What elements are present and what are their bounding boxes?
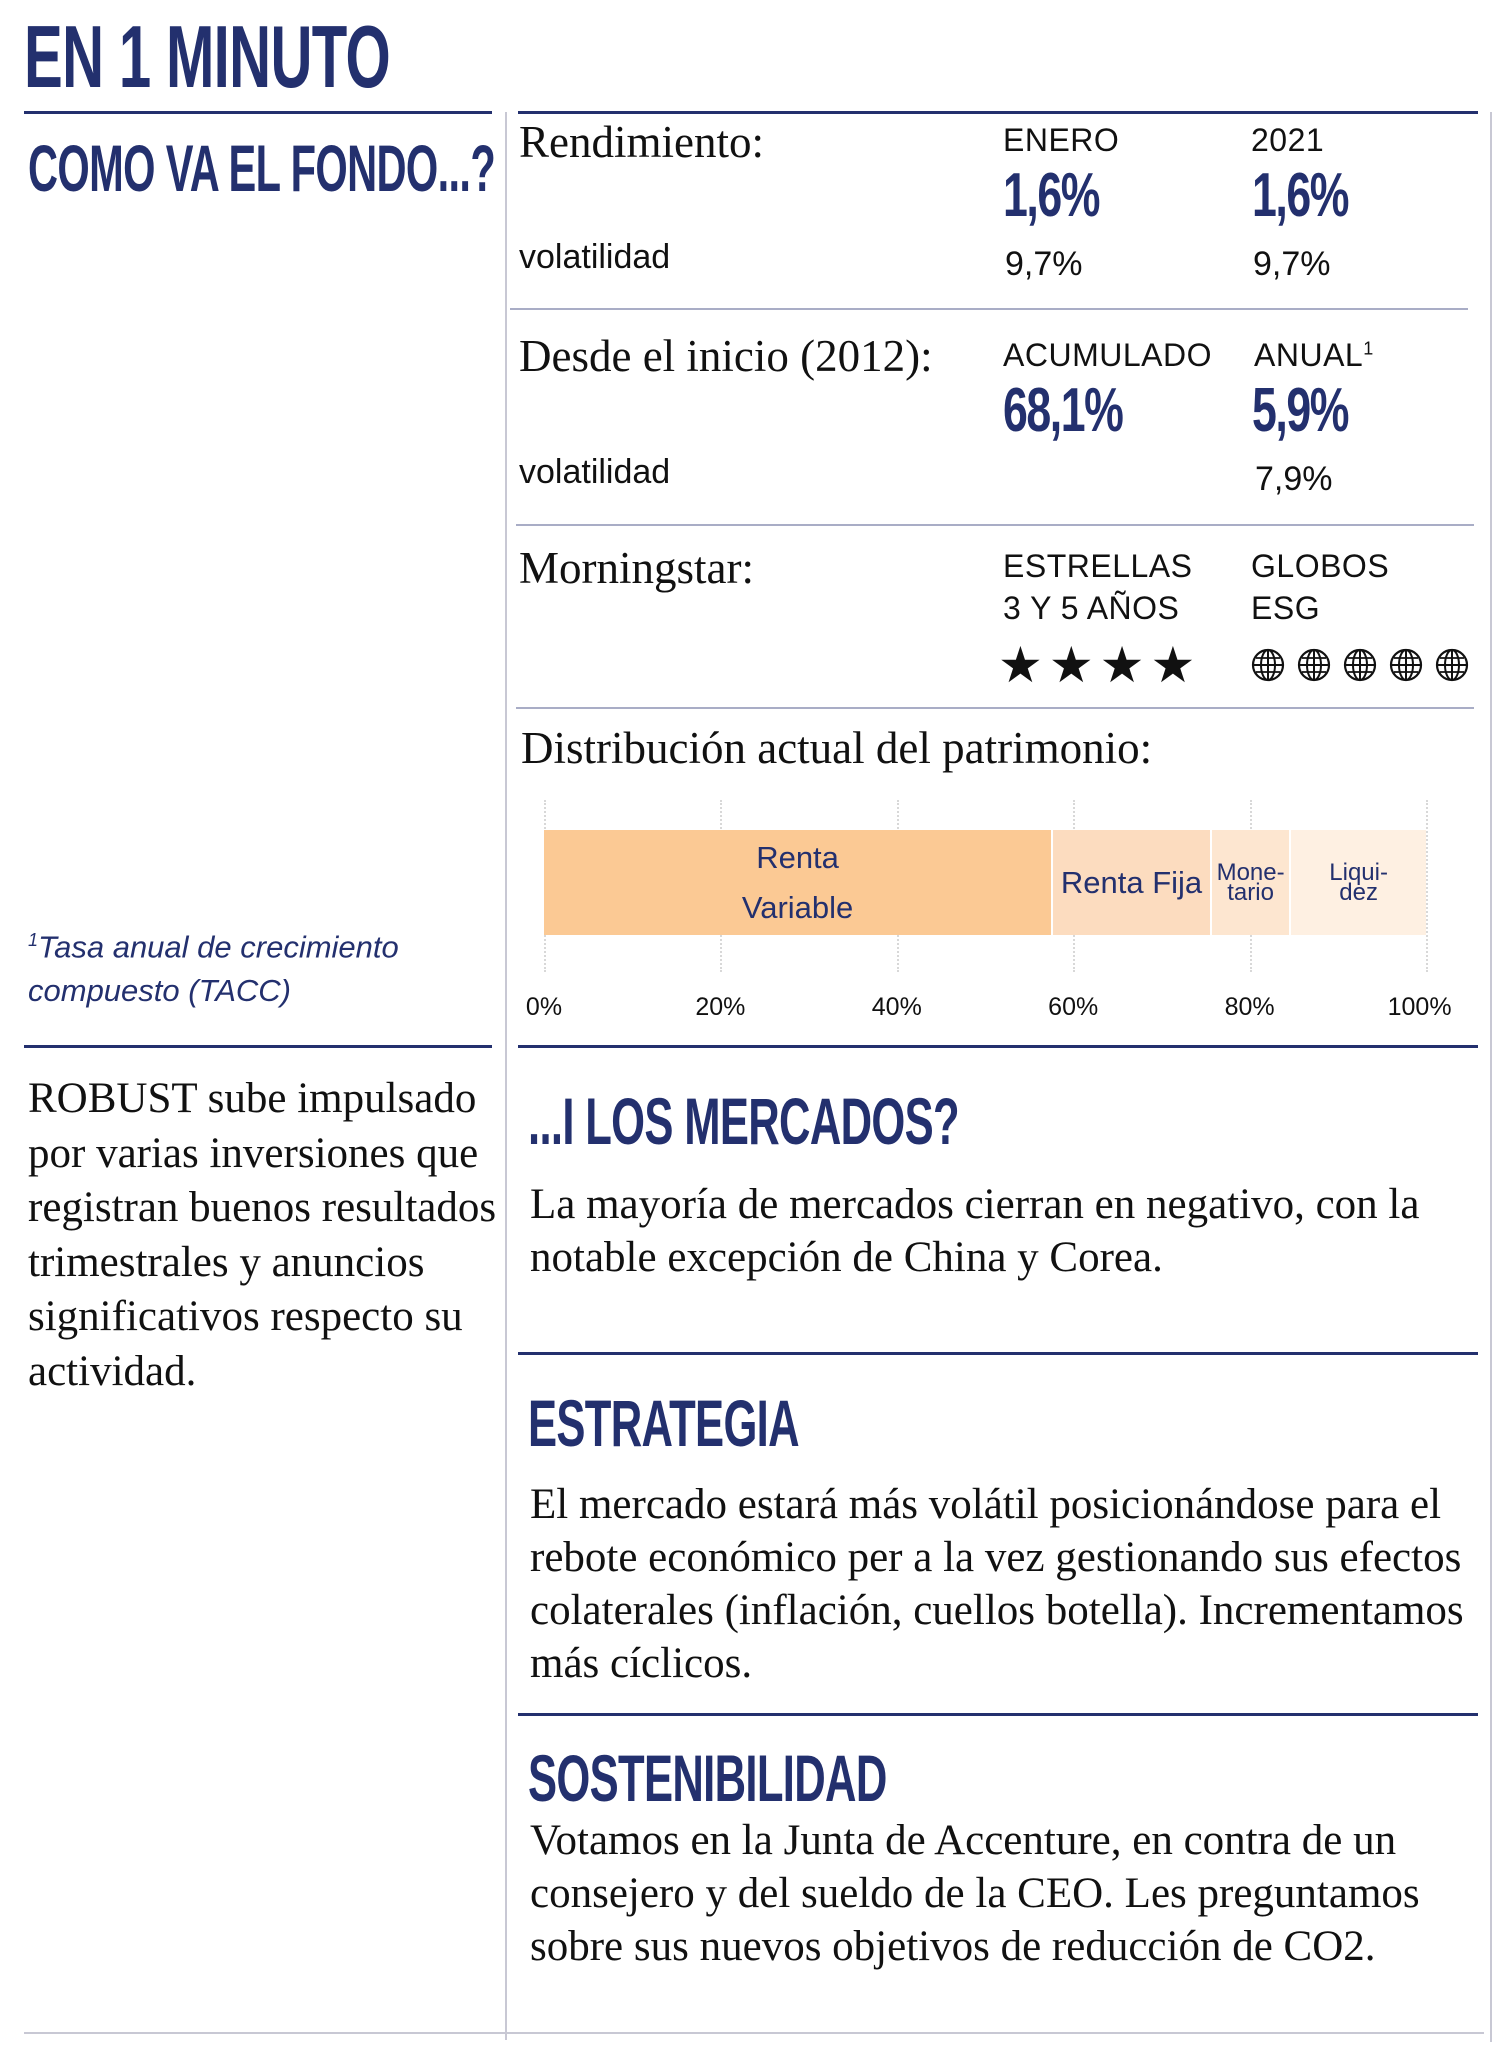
- left-top-rule: [24, 111, 492, 114]
- page-title: EN 1 MINUTO: [24, 7, 391, 106]
- distribution-chart: [544, 800, 1426, 972]
- bar-segment-monetario: [1210, 830, 1289, 935]
- markets-heading-wrap: [528, 1083, 1181, 1159]
- morningstar-title: Morningstar:: [519, 543, 754, 593]
- globe-icon: [1297, 648, 1331, 682]
- left-mid-rule: [24, 1045, 492, 1048]
- performance-col1-value: 1,6%: [1003, 161, 1099, 230]
- performance-title: Rendimiento:: [519, 117, 764, 167]
- globe-icon: [1343, 648, 1377, 682]
- gridline: [1426, 800, 1428, 972]
- performance-col1-vol: 9,7%: [1005, 245, 1083, 283]
- star-icon: ★: [1048, 637, 1094, 693]
- fund-summary: ROBUST sube impulsado por varias inversiones que registran buenos resultados trimestrales y anuncios significativos respecto su actividad.: [28, 1075, 497, 1395]
- inception-volatility-label: volatilidad: [519, 453, 671, 491]
- segment-label: Liqui- dez: [1329, 858, 1388, 906]
- strategy-heading: ESTRATEGIA: [528, 1386, 799, 1460]
- inception-col2-vol: 7,9%: [1255, 460, 1333, 498]
- bar-segment-liquidez: [1289, 830, 1426, 935]
- markets-text: La mayoría de mercados cierran en negativo, con la notable excepción de China y Corea.: [530, 1181, 1420, 1281]
- performance-col2-value: 1,6%: [1252, 161, 1348, 230]
- globes-rating: [1251, 648, 1481, 682]
- inception-title: Desde el inicio (2012):: [519, 331, 933, 381]
- chart-x-axis: [525, 993, 1452, 1029]
- column-divider: [505, 112, 507, 2040]
- bar-segment-renta-variable: [544, 830, 1051, 935]
- performance-col1-label: ENERO: [1003, 122, 1120, 158]
- performance-col2-vol: 9,7%: [1253, 245, 1331, 283]
- inception-col2-sup: 1: [1363, 338, 1374, 359]
- star-icon: ★: [1099, 637, 1145, 693]
- right-edge-rule: [1490, 112, 1492, 2042]
- rule-inception: [516, 524, 1474, 526]
- footnote-marker: 1: [28, 930, 39, 950]
- performance-col2-label: 2021: [1251, 122, 1325, 158]
- stars-label-1: ESTRELLAS: [1003, 548, 1193, 584]
- globes-label-1: GLOBOS: [1251, 548, 1390, 584]
- tick-label: 0%: [525, 993, 563, 1021]
- globe-icon: [1389, 648, 1423, 682]
- sustainability-text: Votamos en la Junta de Accenture, en contra de un consejero y del sueldo de la CEO. Les preguntamos sobre sus nuevos objetivos de reducción de CO2.: [530, 1817, 1420, 1970]
- tick-label: 100%: [1387, 993, 1452, 1021]
- globe-icon: [1251, 648, 1285, 682]
- footnote: [28, 918, 488, 1013]
- distribution-bar: [544, 830, 1426, 935]
- tick-label: 20%: [695, 993, 746, 1021]
- footnote-text: Tasa anual de crecimiento compuesto (TACC): [28, 929, 399, 1009]
- strategy-heading-wrap: [528, 1385, 938, 1461]
- performance-volatility-label: volatilidad: [519, 238, 671, 276]
- sustainability-heading: SOSTENIBILIDAD: [528, 1741, 887, 1815]
- rule-morningstar: [516, 707, 1474, 709]
- globes-label-2: ESG: [1251, 590, 1321, 626]
- fund-heading: COMO VA EL FONDO...?: [28, 131, 496, 205]
- rule-performance: [510, 308, 1468, 310]
- inception-col2-label: [1254, 337, 1374, 374]
- inception-col1-label: ACUMULADO: [1003, 337, 1212, 373]
- sustainability-heading-wrap: [528, 1740, 1071, 1816]
- inception-col1-value: 68,1%: [1003, 376, 1123, 445]
- bar-segment-renta-fija: [1051, 830, 1210, 935]
- bottom-rule: [24, 2032, 1484, 2034]
- rule-strategy-top: [518, 1352, 1478, 1355]
- tick-label: 40%: [871, 993, 922, 1021]
- tick-label: 80%: [1224, 993, 1275, 1021]
- inception-col2-label-text: ANUAL: [1254, 337, 1364, 373]
- markets-heading: ...I LOS MERCADOS?: [528, 1084, 960, 1158]
- chart-title: Distribución actual del patrimonio:: [521, 723, 1153, 773]
- segment-label: Renta Variable: [741, 839, 854, 925]
- star-icon: ★: [1150, 637, 1196, 693]
- right-top-rule: [518, 111, 1478, 114]
- rule-markets-top: [518, 1045, 1478, 1048]
- page-header: [24, 6, 579, 108]
- tick-label: 60%: [1048, 993, 1099, 1021]
- globe-icon: [1435, 648, 1469, 682]
- strategy-text: El mercado estará más volátil posicionándose para el rebote económico per a la vez gestionando sus efectos colaterales (inflación, cuellos botella). Incrementamos más cíclicos.: [530, 1481, 1464, 1687]
- inception-col2-value: 5,9%: [1252, 376, 1348, 445]
- segment-label: Renta Fija: [1060, 864, 1203, 900]
- stars-rating: [998, 637, 1201, 693]
- rule-sustainability-top: [518, 1713, 1478, 1716]
- segment-label: Mone- tario: [1216, 858, 1285, 906]
- stars-label-2: 3 Y 5 AÑOS: [1003, 590, 1180, 626]
- star-icon: ★: [998, 637, 1043, 693]
